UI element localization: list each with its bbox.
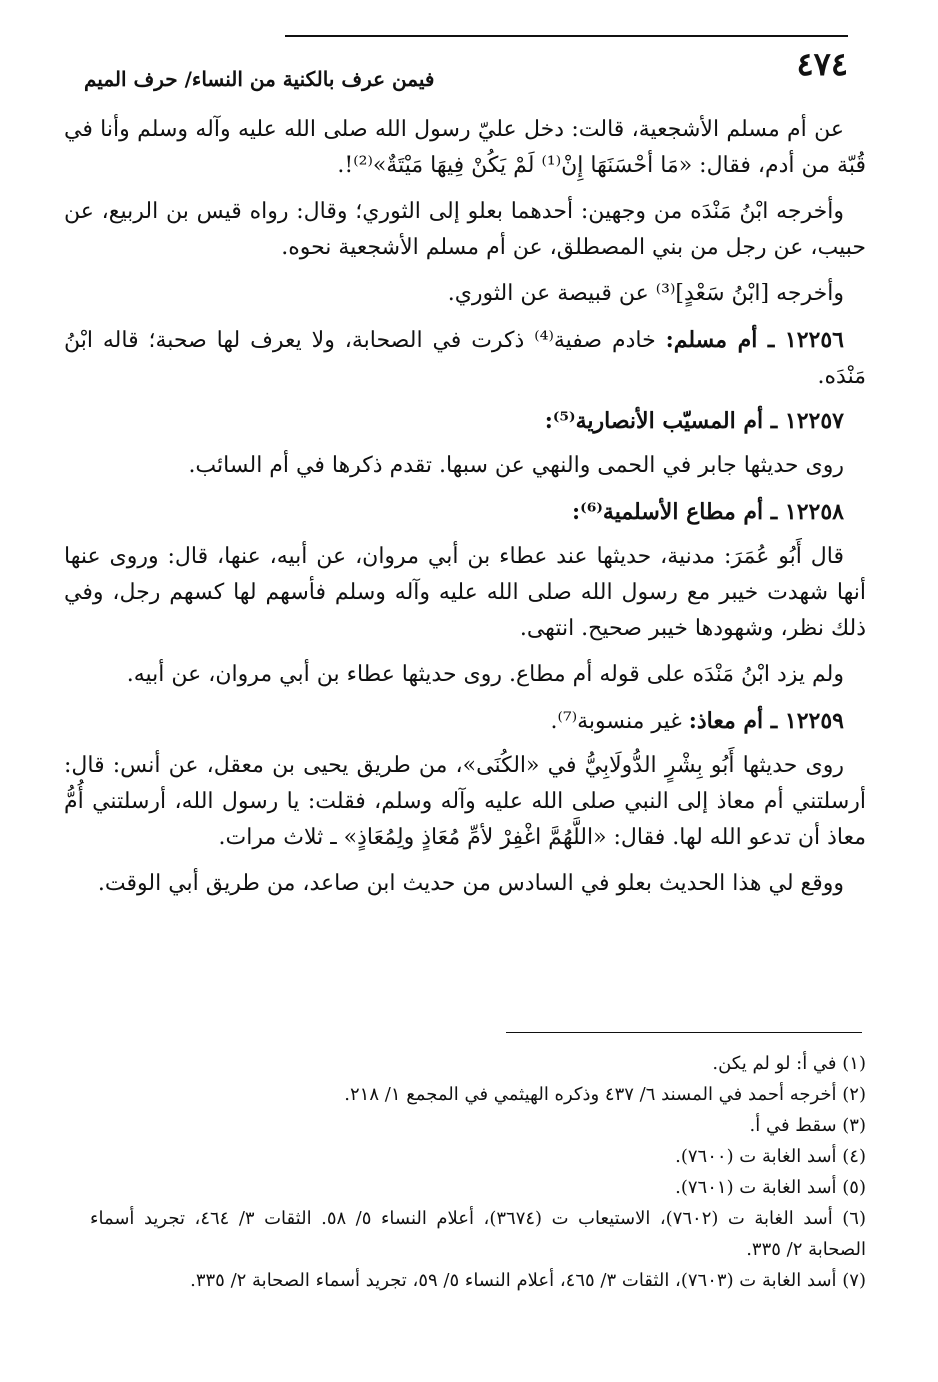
footnote-4: (٤) أسد الغابة ت (٧٦٠٠). [675,1146,866,1167]
header-rule [285,35,848,37]
paragraph-6: ولم يزد ابْنُ مَنْدَه على قوله أم مطاع. روى حديثها عطاء بن أبي مروان، عن أبيه. [126,662,844,687]
footnote-1: (١) في أ: لو لم يكن. [712,1053,866,1074]
footnote-5: (٥) أسد الغابة ت (٧٦٠١). [675,1177,866,1198]
footnote-3: (٣) سقط في أ. [749,1115,866,1136]
entry-12259-text: غير منسوبة⁽⁷⁾. [550,709,689,734]
entry-12258 [64,494,866,531]
paragraph-8: ووقع لي هذا الحديث بعلو في السادس من حديث ابن صاعد، من طريق أبي الوقت. [97,871,844,896]
running-title: فيمن عرف بالكنية من النساء/ حرف الميم [84,67,435,91]
entry-12257 [64,403,866,440]
entry-12256-heading: ١٢٢٥٦ ـ أم مسلم: [665,327,844,353]
main-text [64,112,866,912]
paragraph-1: عن أم مسلم الأشجعية، قالت: دخل عليّ رسول الله صلى الله عليه وآله وسلم وأنا في قُبّة من أدم، فقال: «مَا أحْسَنَهَا إِنْ⁽¹⁾ لَمْ يَكُنْ فِيهَا مَيْتَةٌ»⁽²⁾!. [64,117,866,178]
footnotes [90,1048,866,1296]
page-number: ٤٧٤ [796,45,848,83]
entry-12257-heading: ١٢٢٥٧ ـ أم المسيّب الأنصارية⁽⁵⁾: [544,408,844,434]
paragraph-4: روى حديثها جابر في الحمى والنهي عن سبها. تقدم ذكرها في أم السائب. [188,453,844,478]
paragraph-3: وأخرجه [ابْنُ سَعْدٍ]⁽³⁾ عن قبيصة عن الثوري. [447,281,844,306]
page-header [84,46,848,96]
paragraph-5: قال أَبُو عُمَرَ: مدنية، حديثها عند عطاء بن أبي مروان، عن أبيه، عنها، قال: وروى عنها أنها شهدت خيبر مع رسول الله صلى الله عليه وآله وسلم فأسهم لها كسهم رجل، وفي ذلك نظر، وشهودها خيبر صحيح. انتهى. [64,544,866,641]
footnote-6: (٦) أسد الغابة ت (٧٦٠٢)، الاستيعاب ت (٣٦٧٤)، أعلام النساء ٥/ ٥٨. الثقات ٣/ ٤٦٤، تجريد أسماء الصحابة ٢/ ٣٣٥. [90,1208,866,1260]
footnote-separator [506,1032,862,1033]
entry-12259 [64,703,866,740]
paragraph-2: وأخرجه ابْنُ مَنْدَه من وجهين: أحدهما بعلو إلى الثوري؛ وقال: رواه قيس بن الربيع، عن حبيب، عن رجل من بني المصطلق، عن أم مسلم الأشجعية نحوه. [64,199,866,260]
entry-12256 [64,322,866,395]
footnote-7: (٧) أسد الغابة ت (٧٦٠٣)، الثقات ٣/ ٤٦٥، أعلام النساء ٥/ ٥٩، تجريد أسماء الصحابة ٢/ ٣٣٥. [190,1270,866,1291]
paragraph-7: روى حديثها أَبُو بِشْرٍ الدُّولَابِيُّ في «الكُنَى»، من طريق يحيى بن معقل، عن أنس: قال: أرسلتني أم معاذ إلى النبي صلى الله عليه وآله وسلم، فقلت: يا رسول الله، أرسلتني أُمُّ معاذ أن تدعو الله لها. فقال: «اللَّهُمَّ اغْفِرْ لأمِّ مُعَاذٍ ولِمُعَاذٍ» ـ ثلاث مرات. [64,753,866,850]
entry-12256-text: خادم صفية⁽⁴⁾ ذكرت في الصحابة، ولا يعرف لها صحبة؛ قاله ابْنُ مَنْدَه. [64,328,866,389]
entry-12259-heading: ١٢٢٥٩ ـ أم معاذ: [688,708,844,734]
footnote-2: (٢) أخرجه أحمد في المسند ٦/ ٤٣٧ وذكره الهيثمي في المجمع ١/ ٢١٨. [344,1084,866,1105]
entry-12258-heading: ١٢٢٥٨ ـ أم مطاع الأسلمية⁽⁶⁾: [572,499,844,525]
